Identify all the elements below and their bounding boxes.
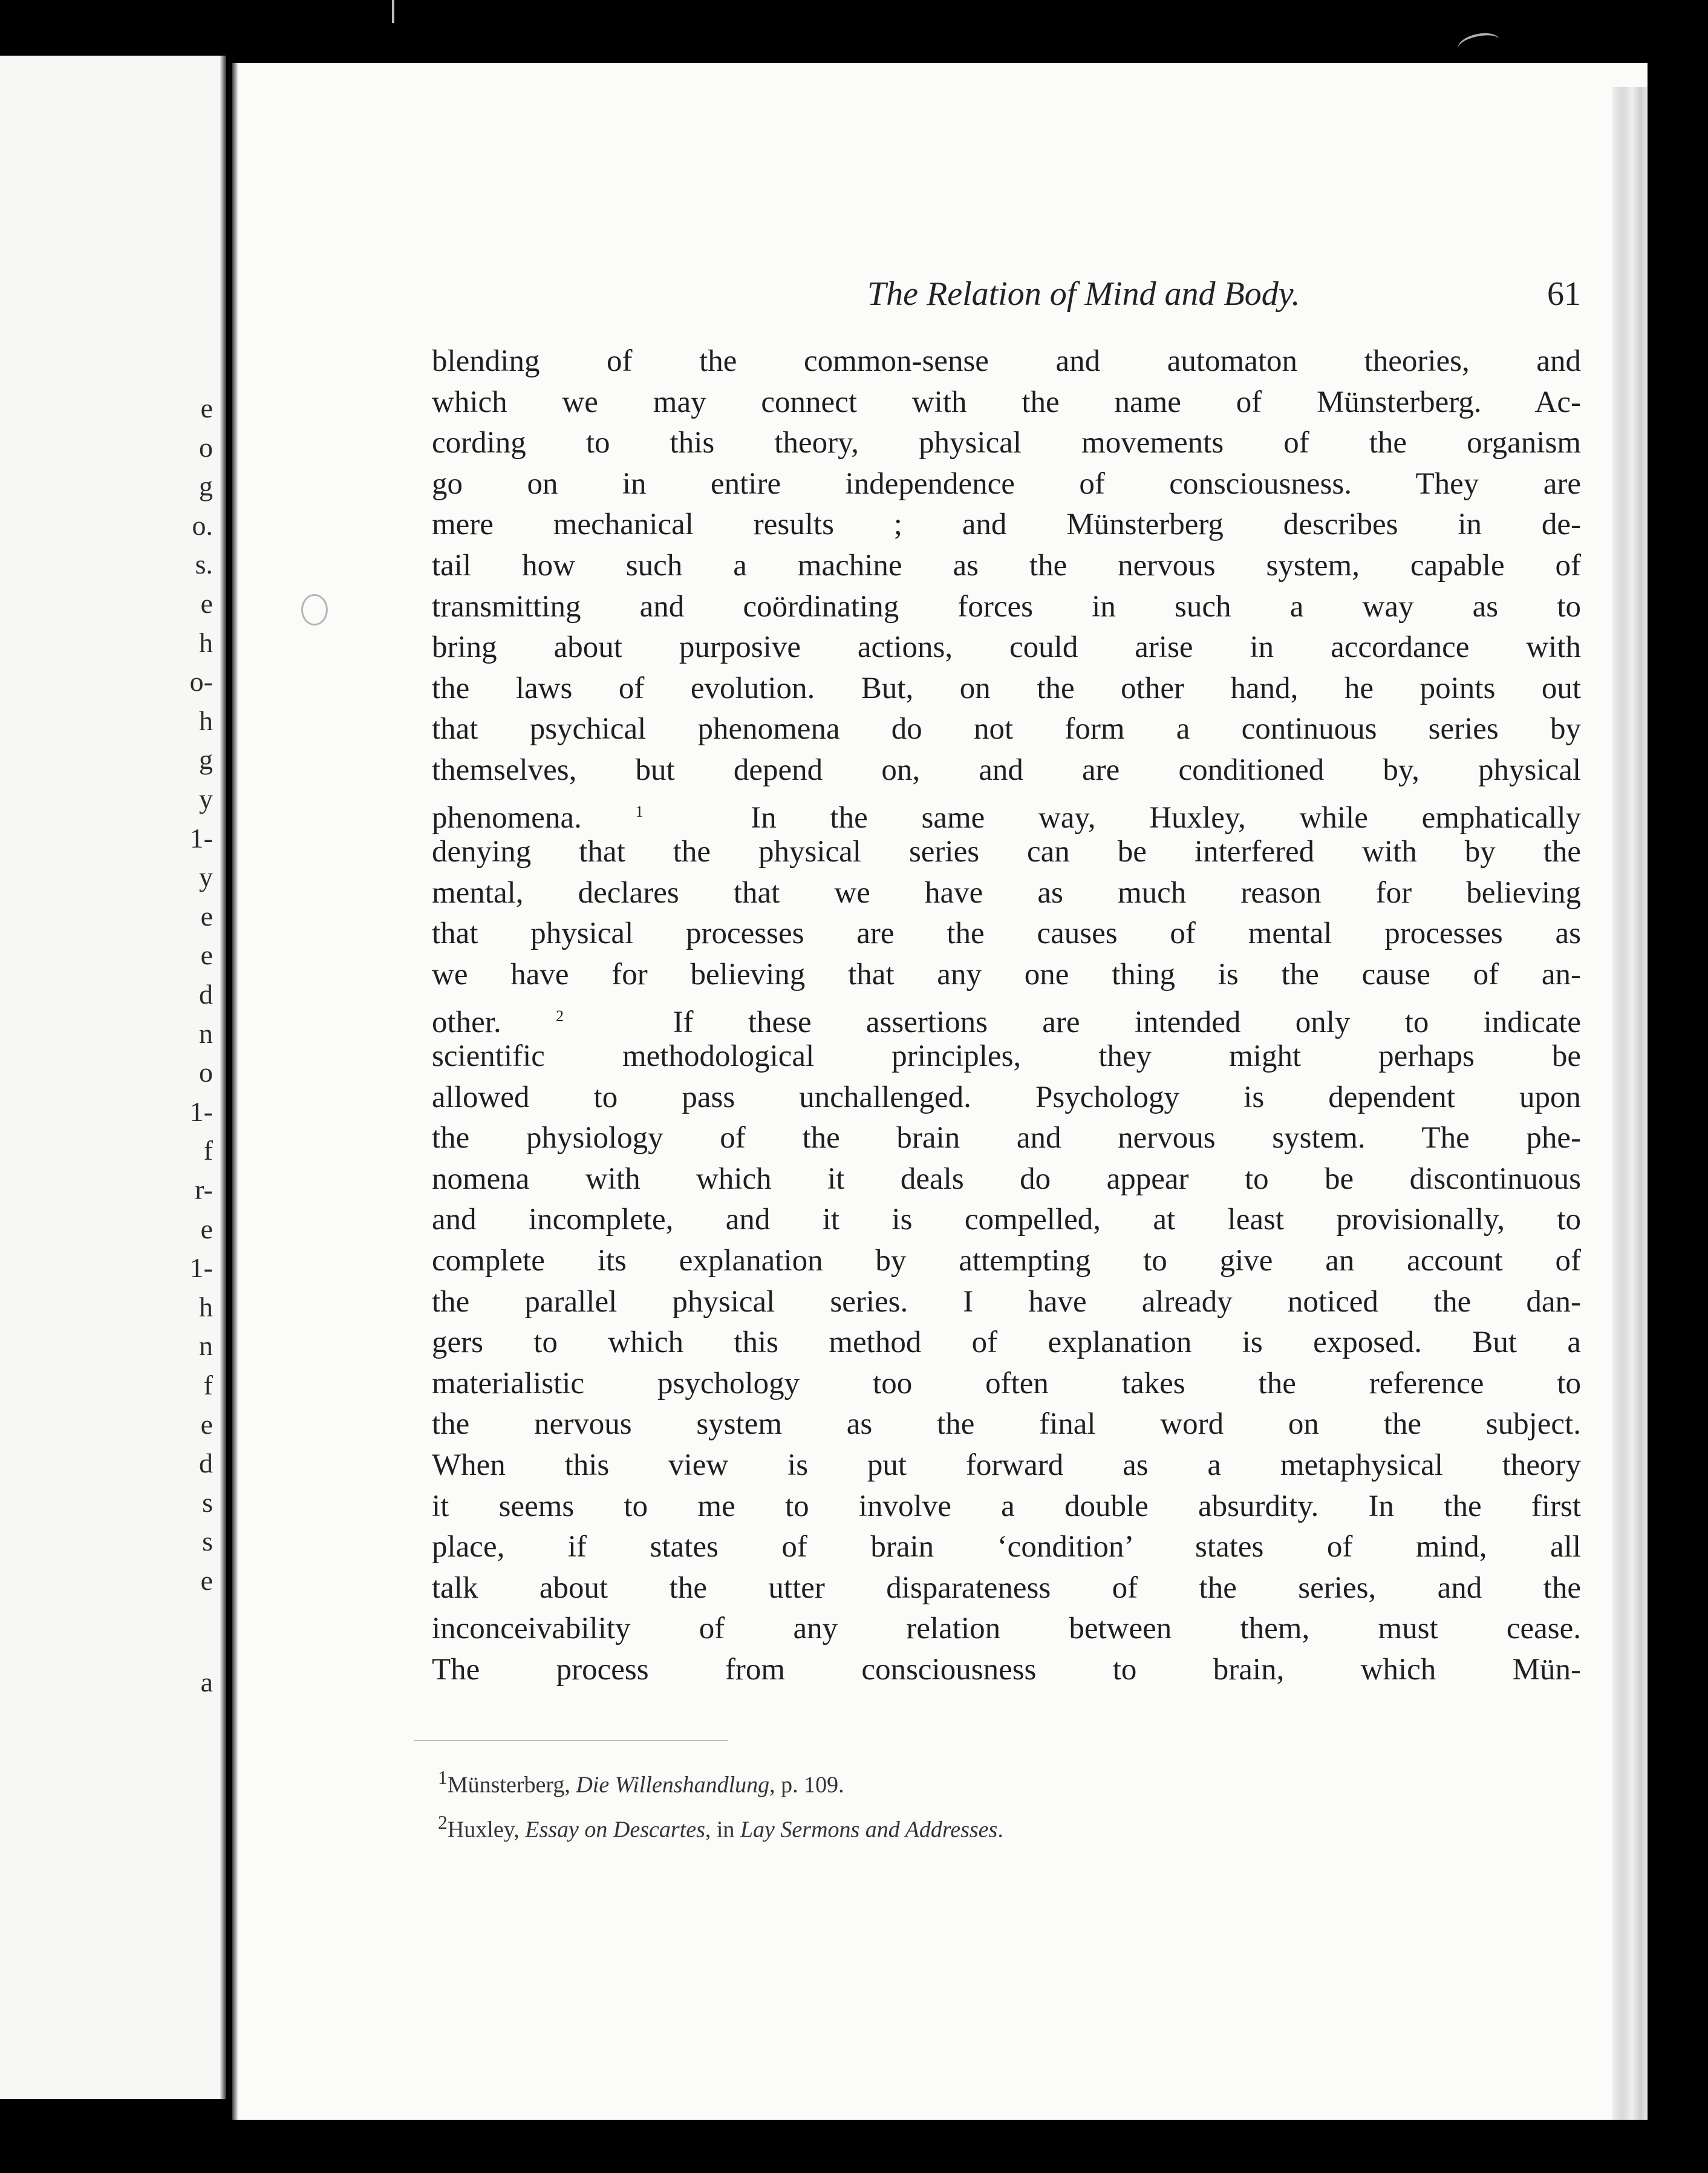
margin-fragment: o- [189, 666, 213, 698]
footnote-ref-1: 1 [635, 802, 644, 820]
margin-fragment: d [199, 1448, 213, 1479]
margin-fragment: f [203, 1370, 213, 1400]
text-line: scientific methodological principles, they might perhaps be [432, 1039, 1581, 1074]
text-line: mere mechanical results ; and Münsterberg describes in de- [432, 508, 1581, 542]
margin-fragment: e [200, 900, 213, 932]
text-fragment: phenomena. [432, 800, 582, 835]
margin-fragment: e [200, 588, 213, 619]
text-line: the parallel physical series. I have already noticed the dan- [432, 1284, 1581, 1319]
text-fragment: In the same way, Huxley, while emphatically [751, 800, 1582, 835]
text-line: cording to this theory, physical movements of the organism [432, 426, 1581, 460]
footnote-1 [438, 1759, 1466, 1804]
margin-fragment: n [199, 1018, 213, 1049]
margin-fragment: 1- [189, 1252, 213, 1284]
left-page-gutter [220, 56, 226, 2099]
margin-fragment: 1- [189, 822, 213, 854]
page-header [867, 275, 1581, 323]
text-line: When this view is put forward as a metaphysical theory [432, 1448, 1581, 1483]
text-line: allowed to pass unchallenged. Psychology is dependent upon [432, 1080, 1581, 1114]
text-line: the nervous system as the final word on the subject. [432, 1407, 1581, 1442]
margin-fragment: n [199, 1330, 213, 1362]
footnote-marker: 2 [438, 1811, 448, 1833]
text-line: that physical processes are the causes of mental processes as [432, 917, 1581, 951]
margin-fragment: e [200, 1565, 213, 1596]
running-title: The Relation of Mind and Body. [867, 275, 1300, 313]
margin-fragment: e [200, 939, 213, 971]
margin-fragment: y [199, 861, 213, 893]
text-line: go on in entire independence of consciousness. They are [432, 466, 1581, 501]
text-line: the laws of evolution. But, on the other hand, he points out [432, 671, 1581, 705]
text-line: we have for believing that any one thing is the cause of an- [432, 957, 1581, 992]
body-text [432, 341, 1581, 1691]
footnote-author: Huxley, [447, 1817, 526, 1843]
margin-fragment: o [199, 431, 213, 463]
text-line-with-footnote-ref [432, 791, 1582, 835]
text-line: complete its explanation by attempting to give an account of [432, 1244, 1581, 1278]
margin-fragment: 1- [189, 1096, 213, 1127]
margin-fragment: r- [195, 1174, 213, 1205]
text-line: gers to which this method of explanation is exposed. But a [432, 1325, 1581, 1360]
page-number: 61 [1547, 275, 1581, 313]
margin-fragment: o [199, 1057, 213, 1088]
text-line: themselves, but depend on, and are conditioned by, physical [432, 753, 1581, 787]
footnote-divider [414, 1740, 728, 1741]
footnote-author: Münsterberg, [447, 1772, 576, 1798]
text-line-with-footnote-ref [432, 996, 1581, 1037]
footnotes [438, 1759, 1466, 1848]
text-line: nomena with which it deals do appear to be discontinuous [432, 1162, 1581, 1196]
text-line: denying that the physical series can be interfered with by the [432, 835, 1581, 869]
footnote-title: Essay on Descartes [525, 1817, 705, 1843]
text-fragment: If these assertions are intended only to indicate [673, 1005, 1582, 1039]
scan-blemish [301, 594, 328, 626]
margin-fragment: e [200, 393, 213, 423]
text-line: inconceivability of any relation between them, must cease. [432, 1612, 1581, 1646]
margin-fragment: g [199, 471, 213, 502]
page-edge-strip [1612, 87, 1648, 2120]
text-line: mental, declares that we have as much reason for believing [432, 875, 1581, 910]
right-page [232, 63, 1648, 2120]
margin-fragment: s [202, 1526, 213, 1557]
margin-fragment: s [202, 1486, 213, 1518]
text-line: it seems to me to involve a double absurdity. In the first [432, 1489, 1581, 1523]
text-line: that psychical phenomena do not form a continuous series by [432, 712, 1581, 747]
footnote-marker: 1 [438, 1767, 448, 1788]
margin-fragment: h [199, 627, 213, 658]
scan-corner-mark [1456, 30, 1502, 59]
margin-fragment: h [199, 705, 213, 736]
page-gutter-shadow [232, 63, 238, 2120]
text-line: place, if states of brain ‘condition’ states of mind, all [432, 1530, 1581, 1564]
margin-fragment: f [203, 1135, 213, 1166]
text-line: the physiology of the brain and nervous system. The phe- [432, 1121, 1581, 1155]
scan-speck [392, 0, 394, 23]
margin-fragment: s. [195, 549, 213, 580]
margin-fragment: e [200, 1213, 213, 1244]
footnote-2 [438, 1804, 1466, 1849]
text-line: bring about purposive actions, could arise in accordance with [432, 630, 1581, 665]
footnote-ref-2: 2 [556, 1007, 564, 1025]
footnote-text: . [997, 1817, 1003, 1843]
text-fragment: other. [432, 1005, 501, 1039]
margin-fragment: o. [192, 509, 213, 541]
margin-fragment: e [200, 1408, 213, 1440]
text-line: transmitting and coördinating forces in such a way as to [432, 589, 1581, 624]
text-line: The process from consciousness to brain, which Mün- [432, 1653, 1581, 1687]
left-page [0, 56, 226, 2099]
text-line: talk about the utter disparateness of the series, and the [432, 1570, 1581, 1605]
text-line: tail how such a machine as the nervous system, capable of [432, 548, 1581, 583]
margin-fragment: g [199, 744, 213, 776]
footnote-title: Lay Sermons and Addresses [740, 1817, 998, 1843]
text-line: materialistic psychology too often takes the reference to [432, 1366, 1581, 1400]
footnote-text: , p. 109. [769, 1772, 844, 1798]
margin-fragment: h [199, 1291, 213, 1322]
text-line: blending of the common-sense and automaton theories, and [432, 344, 1581, 378]
text-line: and incomplete, and it is compelled, at least provisionally, to [432, 1203, 1581, 1237]
footnote-text: , in [705, 1817, 740, 1843]
margin-fragment: a [200, 1666, 213, 1698]
margin-fragment: y [199, 783, 213, 814]
text-line: which we may connect with the name of Münsterberg. Ac- [432, 385, 1581, 419]
footnote-title: Die Willenshandlung [576, 1772, 770, 1798]
margin-fragment: d [199, 979, 213, 1010]
